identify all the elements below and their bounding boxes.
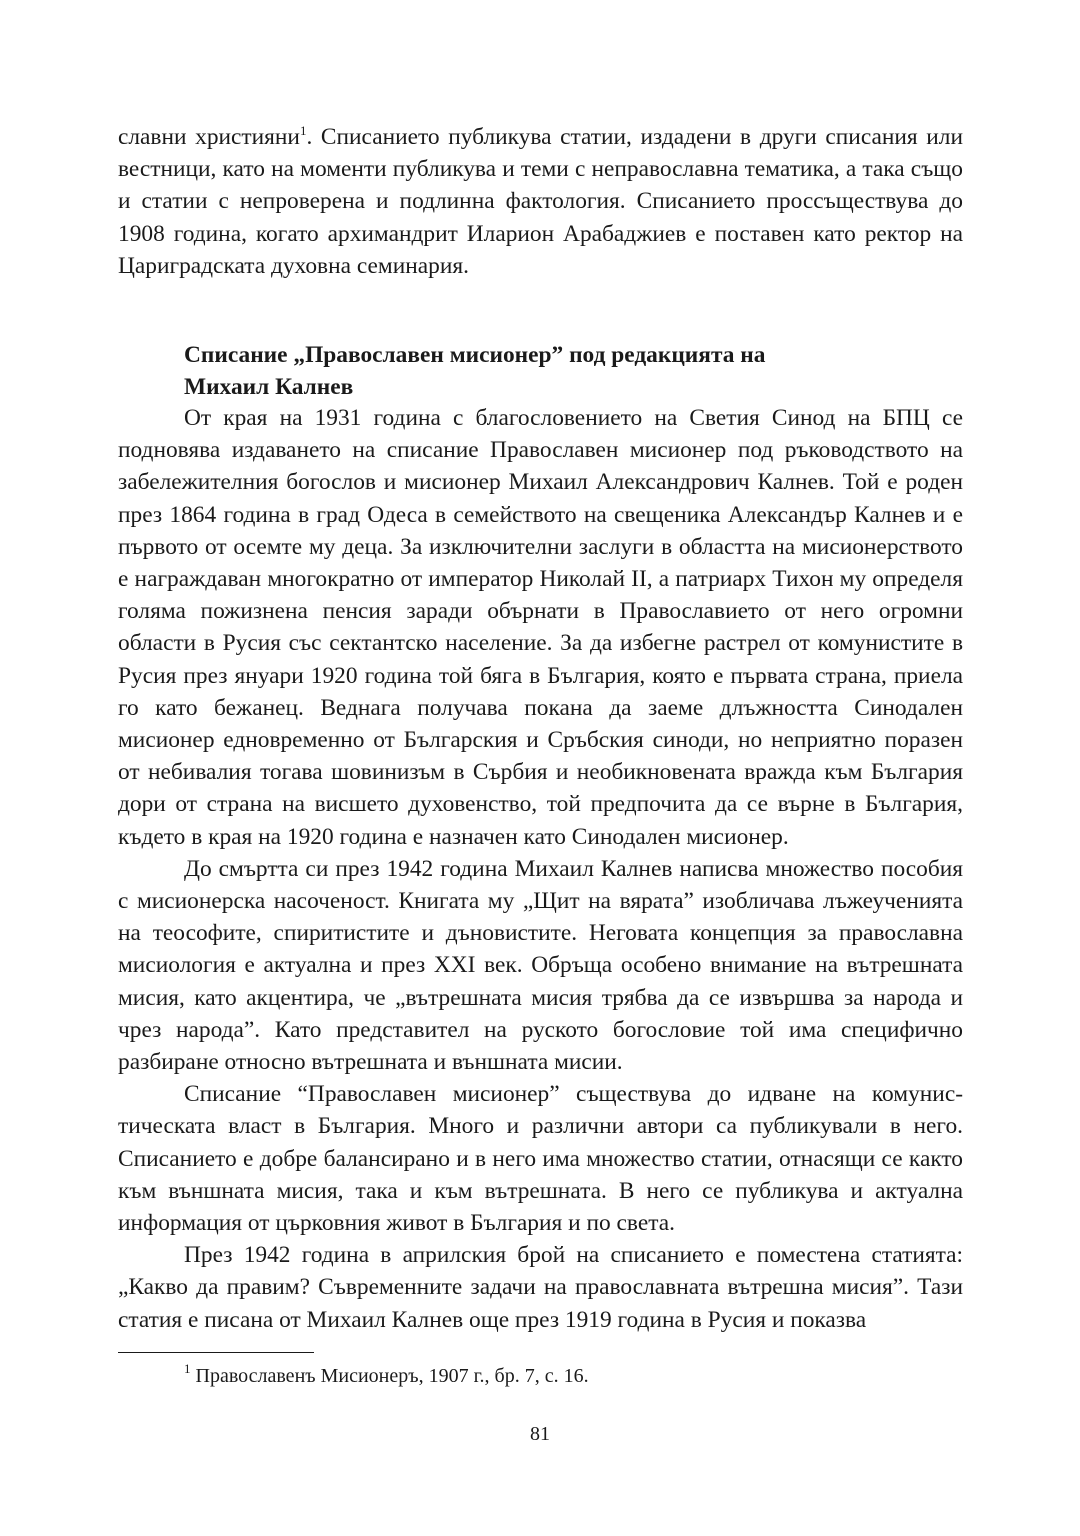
paragraph-text: . Списанието публикува статии, издадени в други списания или вестници, като на моменти публикува и теми с неправославна тематика, а така също и статии с непроверена и подлинна фактология. Списанието проссъществува до 1908 година, когато архимандрит Иларион Арабаджиев е поставен като ректор на Цариградската духовна семинария. [118, 124, 963, 279]
footnote-reference[interactable]: 1 [299, 123, 307, 138]
page-number: 81 [530, 1423, 550, 1445]
paragraph-kalnev-works: До смъртта си през 1942 година Михаил Калнев написва множество пособия с мисионерска насоченост. Книгата му „Щит на вярата” изобличава лъжеученията на теософите, спиритистите и дъновистите. Неговата концепция за православна мисиология е актуална и през XXI век. Обръща особено внимание на вътрешната мисия, като акцентира, че „вътрешната мисия трябва да се извършва за народа и чрез народа”. Като представител на руското богословие той има специфично разбиране относно вътрешната и външната мисии. [118, 855, 963, 1076]
footnote-text: Православенъ Мисионеръ, 1907 г., бр. 7, с. 16. [195, 1365, 589, 1387]
paragraph-text: славни християни [118, 124, 300, 150]
footnote-number: 1 [184, 1361, 191, 1376]
continued-paragraph [118, 121, 963, 282]
section-heading-line-2: Михаил Калнев [184, 374, 354, 401]
paragraph-1942-article: През 1942 година в априлския брой на списанието е поместена статията: „Какво да правим? Съвременните задачи на православната вътрешна мисия”. Тази статия е писана от Михаил Калнев още през 1919 година в Русия и показва [118, 1242, 963, 1333]
footnote [184, 1362, 589, 1390]
section-heading-line-1: Списание „Православен мисионер” под редакцията на [184, 342, 766, 368]
continued-paragraph-block [118, 121, 963, 282]
paragraph-kalnev-biography: От края на 1931 година с благословението на Светия Синод на БПЦ се подновява издаването на списание Православен мисионер под ръководството на забележителния богослов и мисионер Михаил Александрович Калнев. Той е роден през 1864 година в град Одеса в семейството на свещеника Александър Калнев и е първото от осемте му деца. За изключителни заслуги в областта на мисионерството е награждаван многократно от император Николай II, а патриарх Тихон му определя голяма пожизнена пенсия заради обърнати в Православието от него огромни области в Русия със сектантско население. За да избегне растрел от комунистите в Русия през януари 1920 година той бяга в България, която е първата страна, приела го като бежанец. Веднага получава покана да заеме длъжността Синодален мисионер едновременно от Българския и Сръбския синоди, но неприятно поразен от небивалия тогава шовинизъм в Сърбия и необикновената вражда към България дори от страна на висшето духовенство, той предпочита да се върне в България, където в края на 1920 година е назначен като Синодален мисионер. [118, 405, 963, 850]
section-heading [184, 339, 964, 403]
footnote-divider [118, 1352, 314, 1353]
section-body [118, 402, 963, 1336]
paragraph-journal-existence: Списание “Православен мисионер” съществува до идване на комунистическата власт в България. Много и различни автори са публикували в него. Списанието е добре балансирано и в него има множество статии, отнасящи се както към външната мисия, така и към вътрешната. В него се публикува и актуална информация от църковния живот в България и по света. [118, 1081, 963, 1237]
